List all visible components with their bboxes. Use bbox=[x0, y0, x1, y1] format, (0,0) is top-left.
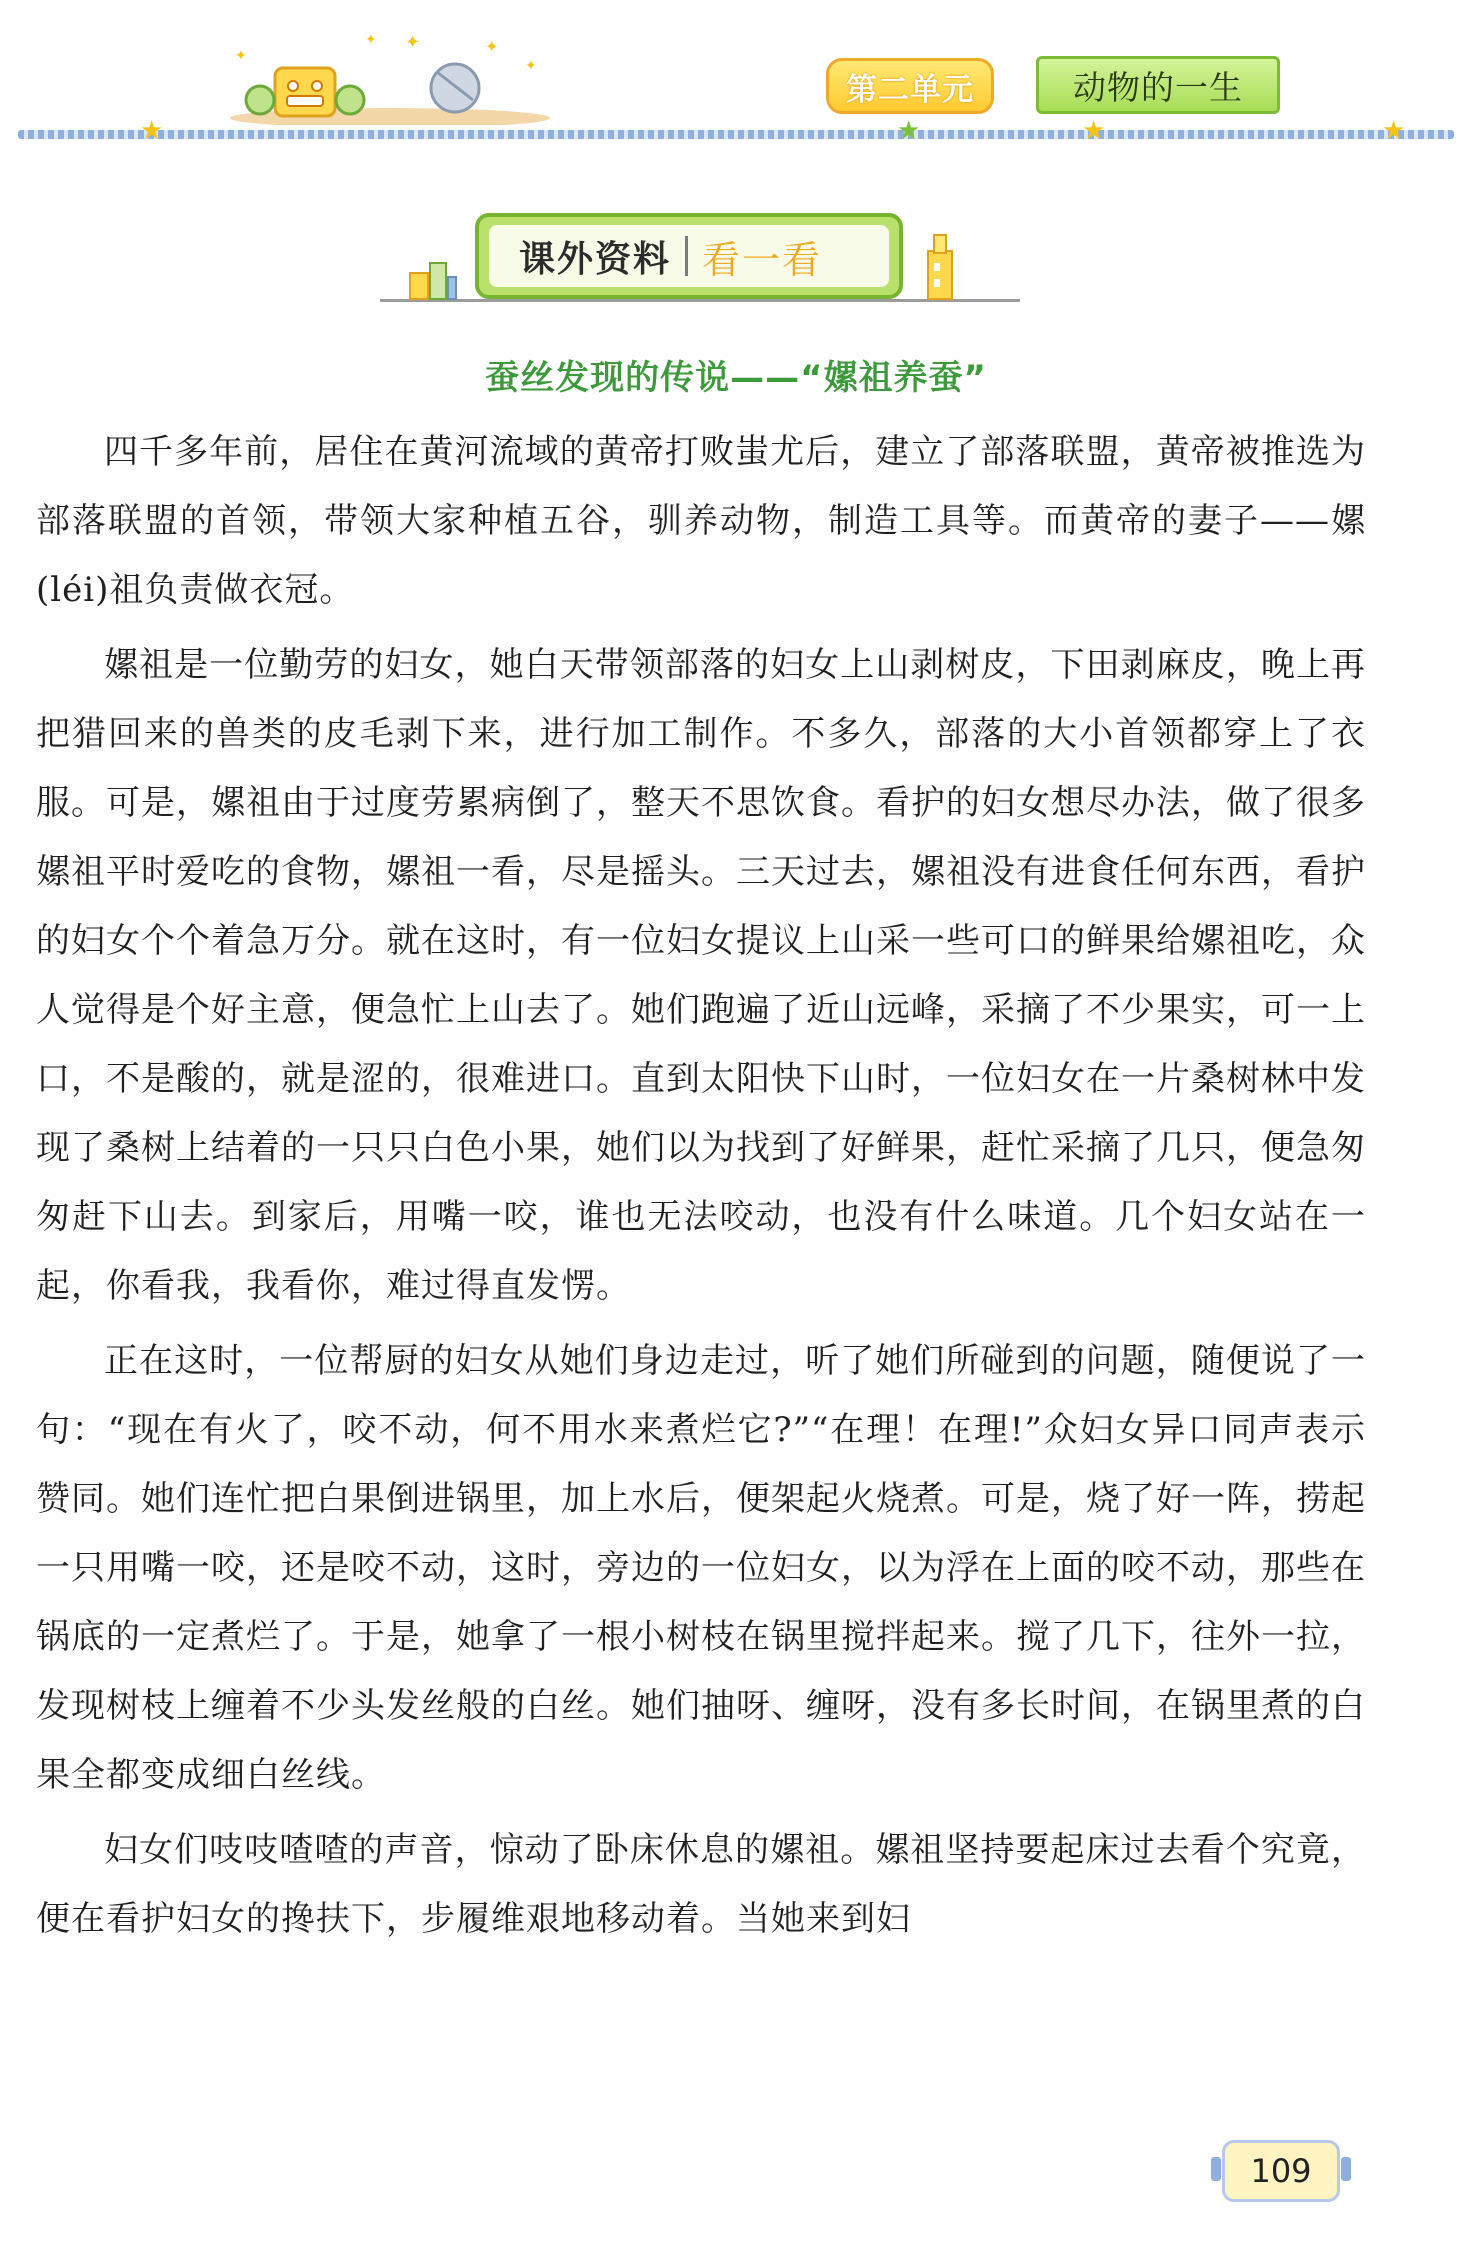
section-banner bbox=[380, 205, 1020, 315]
star-icon: ★ bbox=[1082, 116, 1106, 146]
paragraph: 嫘祖是一位勤劳的妇女，她白天带领部落的妇女上山剥树皮，下田剥麻皮，晚上再把猎回来的兽类的皮毛剥下来，进行加工制作。不多久，部落的大小首领都穿上了衣服。可是，嫘祖由于过度劳累病倒了，整天不思饮食。看护的妇女想尽办法，做了很多嫘祖平时爱吃的食物，嫘祖一看，尽是摇头。三天过去，嫘祖没有进食任何东西，看护的妇女个个着急万分。就在这时，有一位妇女提议上山采一些可口的鲜果给嫘祖吃，众人觉得是个好主意，便急忙上山去了。她们跑遍了近山远峰，采摘了不少果实，可一上口，不是酸的，就是涩的，很难进口。直到太阳快下山时，一位妇女在一片桑树林中发现了桑树上结着的一只只白色小果，她们以为找到了好鲜果，赶忙采摘了几只，便急匆匆赶下山去。到家后，用嘴一咬，谁也无法咬动，也没有什么味道。几个妇女站在一起，你看我，我看你，难过得直发愣。 bbox=[36, 645, 1366, 1306]
star-icon: ★ bbox=[897, 116, 921, 146]
paragraph: 妇女们吱吱喳喳的声音，惊动了卧床休息的嫘祖。嫘祖坚持要起床过去看个究竟，便在看护妇女的搀扶下，步履维艰地移动着。当她来到妇 bbox=[36, 1830, 1366, 1939]
unit-badge: 第二单元 bbox=[826, 58, 994, 114]
paragraph: 正在这时，一位帮厨的妇女从她们身边走过，听了她们所碰到的问题，随便说了一句：“现在有火了，咬不动，何不用水来煮烂它?”“在理！在理!”众妇女异口同声表示赞同。她们连忙把白果倒进锅里，加上水后，便架起火烧煮。可是，烧了好一阵，捞起一只用嘴一咬，还是咬不动，这时，旁边的一位妇女，以为浮在上面的咬不动，那些在锅底的一定煮烂了。于是，她拿了一根小树枝在锅里搅拌起来。搅了几下，往外一拉，发现树枝上缠着不少头发丝般的白丝。她们抽呀、缠呀，没有多长时间，在锅里煮的白果全都变成细白丝线。 bbox=[36, 1341, 1366, 1795]
article-body bbox=[36, 418, 1366, 1954]
paragraph: 四千多年前，居住在黄河流域的黄帝打败蚩尤后，建立了部落联盟，黄帝被推选为部落联盟的首领，带领大家种植五谷，驯养动物，制造工具等。而黄帝的妻子——嫘(léi)祖负责做衣冠。 bbox=[36, 432, 1366, 610]
svg-text:✦: ✦ bbox=[485, 37, 499, 56]
section-label-left: 课外资料 bbox=[519, 238, 672, 280]
svg-text:✦: ✦ bbox=[235, 48, 247, 64]
svg-text:✦: ✦ bbox=[365, 32, 377, 48]
building-icon bbox=[408, 255, 458, 300]
page-number: 109 bbox=[1222, 2140, 1340, 2202]
header-divider bbox=[18, 130, 1454, 139]
cartoon-robot-decoration bbox=[225, 30, 555, 125]
banner-separator bbox=[685, 236, 688, 276]
star-icon: ★ bbox=[140, 116, 164, 146]
article-title: 蚕丝发现的传说——“嫘祖养蚕” bbox=[485, 358, 987, 398]
section-label-right: 看一看 bbox=[702, 237, 823, 282]
svg-text:✦: ✦ bbox=[405, 32, 421, 53]
svg-text:✦: ✦ bbox=[525, 58, 537, 74]
section-label bbox=[475, 213, 903, 299]
tower-icon bbox=[920, 233, 960, 301]
star-icon: ★ bbox=[1382, 116, 1406, 146]
page-header bbox=[0, 0, 1472, 150]
lesson-title-badge: 动物的一生 bbox=[1036, 56, 1280, 114]
